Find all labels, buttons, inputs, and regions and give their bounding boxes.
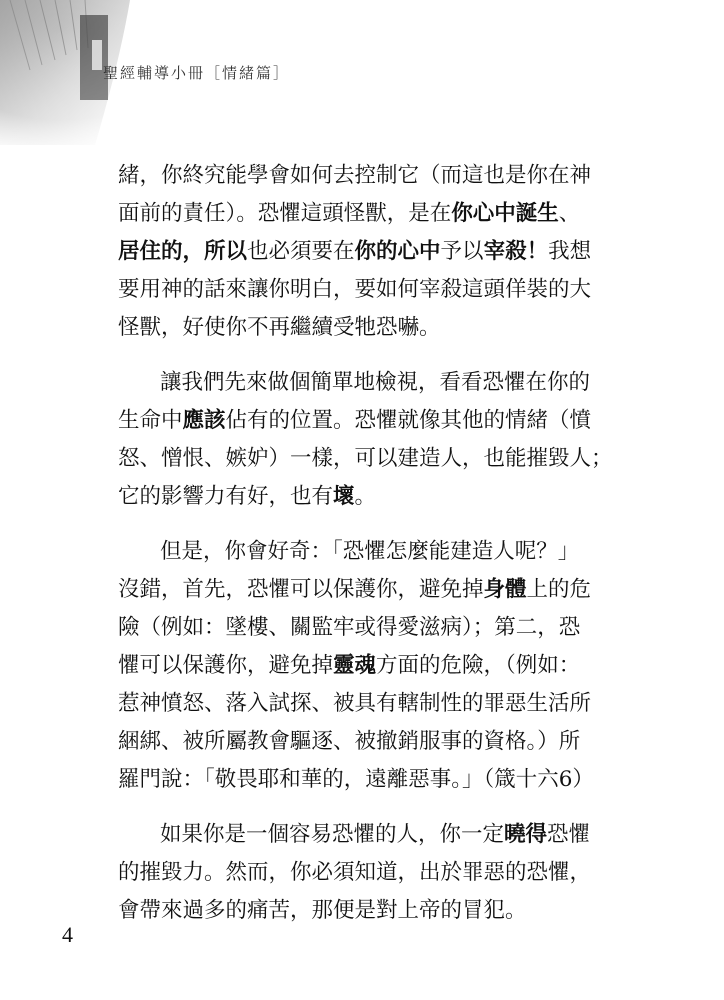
text-segment: 如果你是一個容易恐懼的人，你一定 bbox=[160, 822, 505, 847]
text-line bbox=[118, 364, 610, 402]
paragraph bbox=[118, 533, 610, 799]
text-line bbox=[118, 195, 610, 233]
text-line bbox=[118, 233, 610, 271]
text-segment: 的摧毀力。然而，你必須知道，出於罪惡的恐懼， bbox=[118, 860, 592, 885]
text-segment: 上的危 bbox=[526, 577, 592, 602]
running-header-title: 聖經輔導小冊［情緒篇］ bbox=[103, 64, 291, 82]
text-line bbox=[118, 609, 610, 647]
text-segment: 緒，你終究能學會如何去控制它（而這也是你在神 bbox=[118, 163, 592, 188]
emphasis-text: 你的心中 bbox=[354, 239, 441, 264]
text-segment: 沒錯，首先，恐懼可以保護你，避免掉 bbox=[118, 577, 484, 602]
emphasis-text: 宰殺！ bbox=[483, 239, 549, 264]
text-segment: 也必須要在 bbox=[247, 239, 355, 264]
text-segment: 、 bbox=[558, 201, 581, 226]
emphasis-text: 應該 bbox=[182, 408, 226, 433]
text-segment: 佔有的位置。恐懼就像其他的情緒（憤 bbox=[225, 408, 592, 433]
text-line bbox=[118, 533, 610, 571]
text-line bbox=[118, 271, 610, 309]
text-line bbox=[118, 816, 610, 854]
text-line bbox=[118, 571, 610, 609]
text-line bbox=[118, 157, 610, 195]
text-line bbox=[118, 723, 610, 761]
page-number: 4 bbox=[62, 922, 73, 947]
text-segment: 恐懼 bbox=[547, 822, 591, 847]
text-segment: 。 bbox=[354, 484, 377, 509]
emphasis-text: 靈魂 bbox=[333, 653, 377, 678]
text-segment: 綑綁、被所屬教會驅逐、被撤銷服事的資格。）所 bbox=[118, 729, 581, 754]
text-segment: 要用神的話來讓你明白，要如何宰殺這頭佯裝的大 bbox=[118, 277, 592, 302]
text-segment: 惹神憤怒、落入試探、被具有轄制性的罪惡生活所 bbox=[118, 691, 592, 716]
text-segment: 生命中 bbox=[118, 408, 183, 433]
text-segment: 予以 bbox=[440, 239, 484, 264]
text-segment: 懼可以保護你，避免掉 bbox=[118, 653, 334, 678]
text-line bbox=[118, 478, 610, 516]
emphasis-text: 你心中誕生 bbox=[451, 201, 559, 226]
text-segment: 我想 bbox=[548, 239, 592, 264]
emphasis-text: 曉得 bbox=[504, 822, 548, 847]
paragraph bbox=[118, 364, 613, 516]
text-line bbox=[118, 647, 610, 685]
emphasis-text: 身體 bbox=[483, 577, 527, 602]
emphasis-text: 壞 bbox=[333, 484, 355, 509]
paragraph bbox=[118, 816, 610, 930]
emphasis-text: 居住的，所以 bbox=[118, 239, 248, 264]
text-line bbox=[118, 685, 610, 723]
text-line bbox=[118, 402, 610, 440]
text-segment: 會帶來過多的痛苦，那便是對上帝的冒犯。 bbox=[118, 898, 527, 923]
text-line bbox=[118, 854, 610, 892]
paragraph bbox=[118, 157, 610, 347]
text-line bbox=[118, 892, 610, 930]
text-segment: 方面的危險，（例如： bbox=[376, 653, 581, 678]
text-segment: 讓我們先來做個簡單地檢視，看看恐懼在你的 bbox=[160, 370, 591, 395]
text-segment: 怪獸，好使你不再繼續受牠恐嚇。 bbox=[118, 315, 441, 340]
text-segment: 險（例如：墜樓、關監牢或得愛滋病）；第二，恐 bbox=[118, 615, 581, 640]
text-segment: 它的影響力有好，也有 bbox=[118, 484, 334, 509]
text-segment: 但是，你會好奇：「恐懼怎麼能建造人呢？」 bbox=[160, 539, 580, 564]
text-segment: 面前的責任）。恐懼這頭怪獸，是在 bbox=[118, 201, 452, 226]
text-line bbox=[118, 761, 610, 799]
text-segment: 羅門說：「敬畏耶和華的，遠離惡事。」（箴十六6） bbox=[118, 767, 594, 792]
text-line bbox=[118, 309, 610, 347]
text-segment: 怒、憎恨、嫉妒）一樣，可以建造人，也能摧毀人； bbox=[118, 446, 613, 471]
body-text bbox=[118, 157, 613, 947]
text-line bbox=[118, 440, 613, 478]
